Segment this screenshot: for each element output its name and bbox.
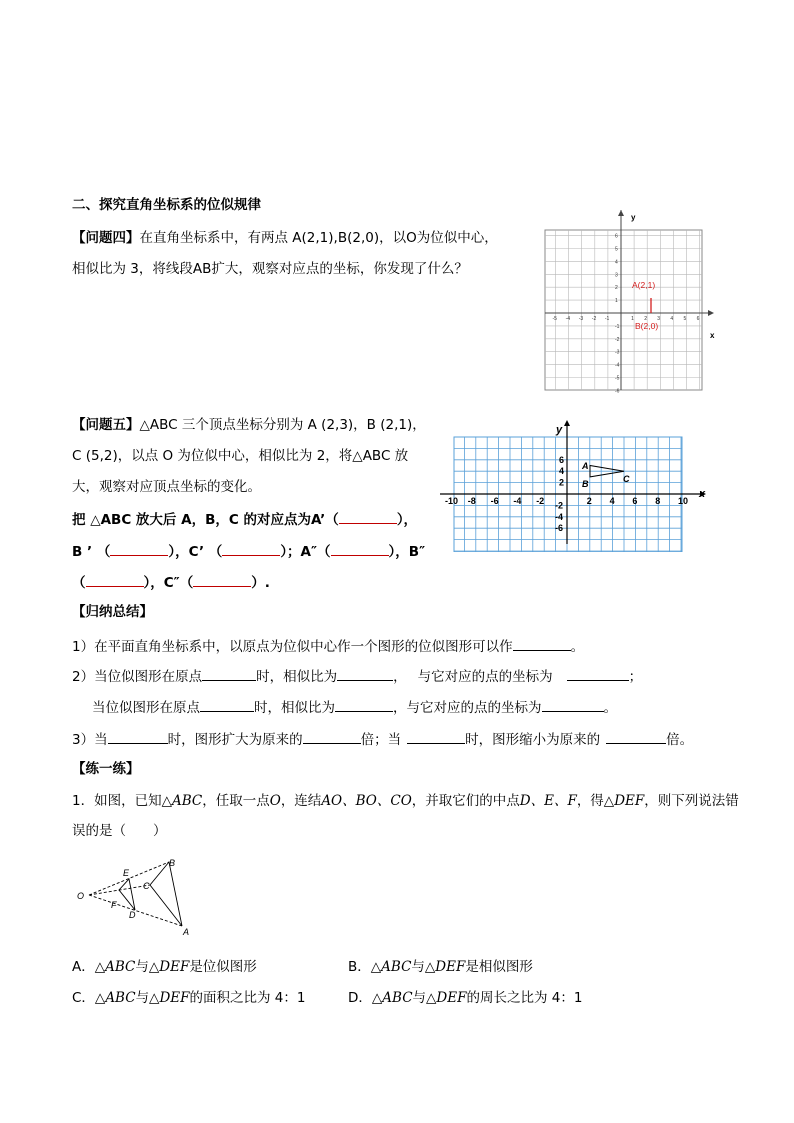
- graph1-x-tick: 2: [644, 316, 647, 322]
- q1-text-f: ，则下列说法错: [644, 793, 739, 809]
- opt-c-mid: 与△: [135, 990, 160, 1006]
- opt-d-pre: D．△: [348, 990, 383, 1006]
- vertex-a-label: A: [582, 461, 589, 471]
- graph1-y-tick: -3: [615, 349, 620, 356]
- fig-label-f: F: [111, 900, 117, 910]
- homothety-figure: [74, 852, 204, 938]
- graph1-x-tick: 5: [683, 316, 687, 322]
- summary-line-3: [92, 697, 617, 717]
- q5-text-5d: ），B″: [388, 544, 426, 560]
- q1-text-2: 误的是（ ）: [72, 823, 167, 839]
- graph2-x-tick: 10: [678, 496, 689, 506]
- graph2-x-tick: 4: [609, 496, 615, 506]
- summary-text-4e: 倍。: [666, 732, 694, 748]
- summary-text-1: 1）在平面直角坐标系中，以原点为位似中心作一个图形的位似图形可以作: [72, 639, 513, 655]
- summary-line-2: [72, 666, 642, 686]
- graph1-x-tick: -3: [578, 316, 584, 322]
- blank-3b[interactable]: [335, 697, 393, 712]
- graph1-x-tick: -4: [565, 316, 571, 322]
- summary-text-4c: 倍；当: [360, 732, 402, 748]
- graph1-y-tick: 4: [615, 259, 618, 266]
- opt-d-abc: ABC: [382, 990, 413, 1006]
- graph1-y-tick: -4: [615, 362, 620, 369]
- q5-text-4a: 把 △ABC 放大后 A，B，C 的对应点为A’（: [72, 512, 339, 528]
- graph1-x-tick: -2: [591, 316, 597, 322]
- graph1-x-tick: 1: [631, 316, 634, 322]
- blank-2a[interactable]: [202, 666, 256, 681]
- q1-text-a: 1．如图，已知△: [72, 793, 172, 809]
- practice-label: 【练一练】: [72, 761, 140, 777]
- graph1-y-tick: 2: [615, 285, 618, 292]
- summary-text-3c: ，与它对应的点的坐标为: [393, 700, 542, 716]
- q5-text-6c: ）.: [251, 575, 270, 591]
- q5-text-6a: （: [72, 575, 86, 591]
- section-title: 二、探究直角坐标系的位似规律: [72, 197, 261, 213]
- summary-text-3a: 当位似图形在原点: [92, 700, 200, 716]
- summary-line-1: [72, 636, 584, 656]
- blank-1[interactable]: [513, 636, 571, 651]
- blank-4c[interactable]: [407, 729, 465, 744]
- graph1-x-tick: 3: [657, 316, 661, 322]
- point-b-label: B(2,0): [635, 321, 659, 331]
- summary-text-1-end: 。: [570, 639, 585, 655]
- opt-c-def: DEF: [159, 990, 190, 1006]
- answer-blank-a2[interactable]: [331, 542, 389, 561]
- opt-c-abc: ABC: [105, 990, 136, 1006]
- coordinate-graph-1: [540, 210, 725, 395]
- opt-c-post: 的面积之比为 4：1: [189, 990, 306, 1006]
- q1-text-d: ，并取它们的中点: [411, 793, 520, 809]
- summary-text-2a: 2）当位似图形在原点: [72, 669, 203, 685]
- summary-text-3b: 时，相似比为: [254, 700, 335, 716]
- q5-text-5a: B ’ （: [72, 544, 111, 560]
- summary-text-4a: 3）当: [72, 732, 108, 748]
- summary-label: 【归纳总结】: [72, 604, 153, 620]
- fig-label-d: D: [129, 910, 136, 920]
- q1-abc: ABC: [171, 793, 203, 809]
- graph2-x-tick: -8: [467, 496, 476, 506]
- opt-c-pre: C．△: [72, 990, 106, 1006]
- graph1-y-tick: 5: [615, 246, 618, 253]
- graph1-x-tick: 4: [670, 316, 674, 322]
- q1-o: O: [269, 793, 281, 809]
- graph1-x-tick: -1: [604, 316, 610, 322]
- graph2-x-tick: 6: [632, 496, 638, 506]
- summary-text-3d: 。: [603, 700, 617, 716]
- blank-2b[interactable]: [337, 666, 393, 681]
- opt-b-abc: ABC: [381, 959, 412, 975]
- vertex-b-label: B: [582, 479, 589, 489]
- q5-text-5b: ），C’ （: [168, 544, 223, 560]
- point-a-label: A(2,1): [632, 280, 656, 290]
- graph1-y-tick: -2: [615, 336, 620, 343]
- q1-text-b: ，任取一点: [202, 793, 270, 809]
- graph1-x-tick: 6: [696, 316, 700, 322]
- opt-b-mid: 与△: [411, 959, 436, 975]
- answer-blank-b2[interactable]: [86, 573, 144, 592]
- graph1-y-tick: -5: [615, 375, 620, 382]
- q5-text-4b: ），: [396, 512, 418, 528]
- answer-blank-c1[interactable]: [222, 542, 280, 561]
- q5-text-5c: ）；A″（: [280, 544, 331, 560]
- opt-a-pre: A．△: [72, 959, 106, 975]
- q5-text-2: C (5,2)，以点 O 为位似中心，相似比为 2，将△ABC 放: [72, 448, 409, 464]
- q5-label: 【问题五】: [72, 417, 140, 433]
- vertex-c-label: C: [623, 474, 630, 484]
- q5-line-1: [72, 416, 426, 434]
- q4-label: 【问题四】: [72, 230, 140, 246]
- opt-b-def: DEF: [435, 959, 466, 975]
- opt-b-pre: B．△: [348, 959, 382, 975]
- answer-blank-c2[interactable]: [193, 573, 251, 592]
- opt-a-post: 是位似图形: [189, 959, 257, 975]
- q5-line-4: [72, 510, 417, 529]
- blank-3c[interactable]: [542, 697, 604, 712]
- graph2-x-tick: 8: [655, 496, 661, 506]
- graph2-y-tick: -6: [555, 523, 564, 534]
- q5-text-3: 大，观察对应顶点坐标的变化。: [72, 479, 261, 495]
- graph1-y-tick: 1: [615, 298, 618, 305]
- q5-text-1: △ABC 三个顶点坐标分别为 A (2,3)，B (2,1)，: [139, 417, 426, 433]
- summary-text-2c: ， 与它对应的点的坐标为: [393, 669, 553, 685]
- practice-q1-line-1: [72, 792, 739, 810]
- blank-4d[interactable]: [606, 729, 666, 744]
- graph2-x-axis-label: x: [699, 488, 706, 500]
- graph1-y-tick: 6: [615, 233, 618, 240]
- summary-text-4d: 时，图形缩小为原来的: [465, 732, 601, 748]
- graph2-x-tick: -10: [445, 496, 459, 506]
- opt-a-mid: 与△: [135, 959, 160, 975]
- graph1-x-tick: -5: [552, 316, 557, 322]
- summary-text-2b: 时，相似比为: [256, 669, 338, 685]
- graph1-y-tick: 3: [615, 272, 618, 279]
- q4-text-1: 在直角坐标系中，有两点 A(2,1),B(2,0)，以O为位似中心，: [139, 230, 498, 246]
- graph2-x-tick: -6: [490, 496, 499, 506]
- fig-label-c: C: [143, 881, 150, 891]
- answer-blank-a1[interactable]: [339, 510, 397, 529]
- summary-text-2d: ；: [628, 669, 643, 685]
- summary-text-4b: 时，图形扩大为原来的: [167, 732, 303, 748]
- q1-text-e: ，得△: [576, 793, 615, 809]
- blank-4a[interactable]: [108, 729, 168, 744]
- option-b[interactable]: [348, 958, 533, 976]
- graph2-y-tick: -4: [555, 511, 564, 522]
- opt-a-abc: ABC: [105, 959, 136, 975]
- fig-label-e: E: [123, 868, 130, 878]
- graph2-x-tick: -4: [513, 496, 522, 506]
- graph2-x-tick: 2: [586, 496, 592, 506]
- graph2-y-tick: 6: [559, 454, 565, 465]
- q1-def2: DEF: [614, 793, 645, 809]
- blank-3a[interactable]: [200, 697, 254, 712]
- q5-line-6: [72, 573, 270, 592]
- opt-d-mid: 与△: [412, 990, 437, 1006]
- summary-line-4: [72, 729, 693, 749]
- fig-label-a: A: [183, 927, 190, 937]
- answer-blank-b1[interactable]: [110, 542, 168, 561]
- q1-segments: AO、BO、CO: [321, 793, 412, 809]
- option-c[interactable]: [72, 989, 305, 1007]
- opt-d-post: 的周长之比为 4：1: [466, 990, 583, 1006]
- coordinate-graph-2: [436, 420, 712, 552]
- q1-text-c: ，连结: [280, 793, 322, 809]
- opt-a-def: DEF: [159, 959, 190, 975]
- q1-def: D、E、F: [519, 793, 577, 809]
- q5-text-6b: ），C″（: [143, 575, 194, 591]
- graph1-y-tick: -6: [615, 388, 620, 395]
- graph1-y-tick: -1: [615, 323, 620, 330]
- opt-d-def: DEF: [436, 990, 467, 1006]
- blank-4b[interactable]: [303, 729, 361, 744]
- graph2-y-axis-label: y: [556, 424, 563, 436]
- fig-label-b: B: [169, 858, 176, 868]
- graph2-y-tick: -2: [555, 500, 564, 511]
- fig-label-o: O: [77, 891, 85, 901]
- graph1-y-axis-label: y: [631, 213, 636, 222]
- graph2-y-tick: 2: [559, 477, 565, 488]
- graph1-x-axis-label: x: [710, 331, 715, 340]
- q4-text-2: 相似比为 3，将线段AB扩大，观察对应点的坐标，你发现了什么？: [72, 261, 468, 277]
- opt-b-post: 是相似图形: [465, 959, 533, 975]
- q4-line-1: [72, 229, 498, 247]
- option-a[interactable]: [72, 958, 257, 976]
- blank-2c[interactable]: [567, 666, 629, 681]
- graph2-x-tick: -2: [536, 496, 545, 506]
- option-d[interactable]: [348, 989, 582, 1007]
- graph2-y-tick: 4: [559, 466, 565, 477]
- q5-line-5: [72, 542, 425, 561]
